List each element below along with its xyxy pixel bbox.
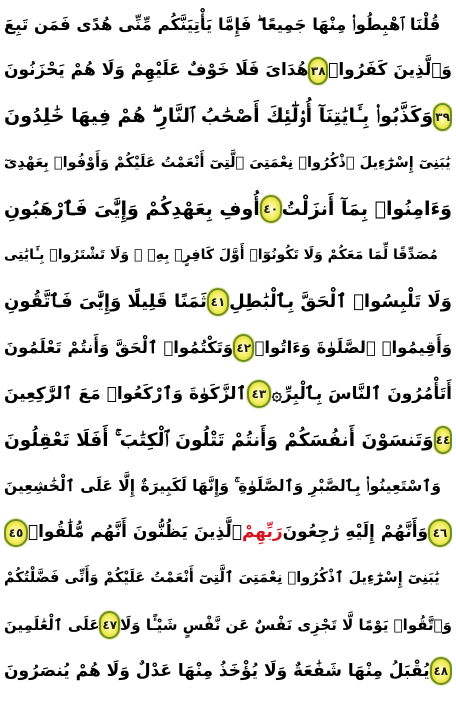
text-line: [4, 510, 452, 556]
verse-text: وَأَنَّهُمْ إِلَيْهِ رَٰجِعُونَ: [282, 522, 429, 543]
verse-text: ٱلزَّكَوٰةَ وَٱرْكَعُوا۟ مَعَ ٱلرَّٰكِعِينَ: [4, 383, 247, 404]
verse-text: وَأَقِيمُوا۟ ٱلصَّلَوٰةَ وَءَاتُوا۟: [254, 338, 452, 358]
text-line: [4, 325, 452, 371]
ayah-number-marker: ٤٢: [233, 334, 254, 362]
text-line: [4, 48, 452, 94]
text-line: [4, 649, 452, 695]
verse-text: وَلَا تَلْبِسُوا۟ ٱلْحَقَّ بِٱلْبَٰطِلِ: [229, 291, 452, 313]
verse-text: وَتَكْتُمُوا۟ ٱلْحَقَّ وَأَنتُمْ تَعْلَمُونَ: [4, 338, 234, 358]
text-line: [4, 141, 452, 187]
verse-text: وَتَنسَوْنَ أَنفُسَكُمْ وَأَنتُمْ تَتْلُونَ ٱلْكِتَٰبَ ۚ أَفَلَا تَعْقِلُونَ: [4, 429, 434, 451]
text-line: [4, 2, 452, 48]
verse-text: وَٱلَّذِينَ كَفَرُوا۟: [328, 60, 452, 81]
ayah-number-marker: ٣٨: [308, 57, 328, 85]
verse-text: ثَمَنًا قَلِيلًا وَإِيَّٰىَ فَٱتَّقُونِ: [4, 291, 207, 313]
verse-text: عَلَى ٱلْعَٰلَمِينَ: [4, 615, 100, 634]
text-line: [4, 94, 452, 140]
text-line: [4, 556, 452, 602]
ayah-number-marker: ٤٧: [99, 611, 120, 639]
verse-text: قُلْنَا ٱهْبِطُوا۟ مِنْهَا جَمِيعًا ۖ فَإِمَّا يَأْتِيَنَّكُم مِّنِّى هُدًى فَمَن تَبِعَ: [4, 15, 441, 35]
verse-text: ٱلَّذِينَ يَظُنُّونَ أَنَّهُم مُّلَٰقُوا۟: [27, 522, 242, 543]
verse-text: وَٱسْتَعِينُوا۟ بِٱلصَّبْرِ وَٱلصَّلَوٰةِ ۚ وَإِنَّهَا لَكَبِيرَةٌ إِلَّا عَلَى ٱلْخَٰشِعِينَ: [4, 476, 441, 495]
highlighted-word: رَبِّهِمْ: [241, 522, 283, 543]
verse-text: أُوفِ بِعَهْدِكُمْ وَإِيَّٰىَ فَٱرْهَبُونِ: [4, 197, 260, 220]
text-line: [4, 233, 452, 279]
verse-text: أَتَأْمُرُونَ ٱلنَّاسَ بِٱلْبِرِّ: [282, 383, 452, 404]
ayah-number-marker: ٣٩: [433, 103, 452, 131]
ayah-number-marker: ٤٦: [428, 519, 452, 547]
ayah-number-marker: ٤٥: [4, 519, 28, 547]
text-line: [4, 464, 452, 510]
text-line: [4, 187, 452, 233]
verse-text: وَكَذَّبُوا۟ بِـَٔايَٰتِنَآ أُو۟لَٰٓئِكَ أَصْحَٰبُ ٱلنَّارِ ۖ هُمْ فِيهَا خَٰلِدُونَ: [4, 105, 434, 128]
ayah-number-marker: ٤٣: [247, 380, 272, 408]
verse-text: هُدَاىَ فَلَا خَوْفٌ عَلَيْهِمْ وَلَا هُمْ يَحْزَنُونَ: [4, 60, 309, 81]
ayah-number-marker: ٤٠: [260, 195, 282, 223]
verse-text: يَٰبَنِىٓ إِسْرَٰٓءِيلَ ٱذْكُرُوا۟ نِعْمَتِىَ ٱلَّتِىٓ أَنْعَمْتُ عَلَيْكُمْ وَأَوْفُوا۟ بِعَهْدِىٓ: [4, 154, 451, 171]
text-line: [4, 418, 452, 464]
verse-text: يُقْبَلُ مِنْهَا شَفَٰعَةٌ وَلَا يُؤْخَذُ مِنْهَا عَدْلٌ وَلَا هُمْ يُنصَرُونَ: [4, 660, 430, 681]
verse-text: وَءَامِنُوا۟ بِمَآ أَنزَلْتُ: [281, 197, 452, 220]
verse-text: يَٰبَنِىٓ إِسْرَٰٓءِيلَ ٱذْكُرُوا۟ نِعْمَتِىَ ٱلَّتِىٓ أَنْعَمْتُ عَلَيْكُمْ وَأَنِّى فَضَّلْتُكُمْ: [4, 570, 440, 587]
text-line: [4, 279, 452, 325]
hizb-marker-icon: ۞: [271, 383, 283, 405]
ayah-number-marker: ٤٤: [434, 426, 452, 454]
text-line: [4, 602, 452, 648]
verse-text: وَٱتَّقُوا۟ يَوْمًا لَّا تَجْزِى نَفْسٌ عَن نَّفْسٍ شَيْـًٔا وَلَا: [120, 615, 452, 634]
ayah-number-marker: ٤٨: [430, 657, 452, 685]
ayah-number-marker: ٤١: [207, 288, 229, 316]
verse-text: مُصَدِّقًا لِّمَا مَعَكُمْ وَلَا تَكُونُوٓا۟ أَوَّلَ كَافِرٍۭ بِهِۦ ۖ وَلَا تَشْتَرُوا۟ بِـَٔايَٰتِى: [4, 247, 438, 264]
text-line: [4, 372, 452, 418]
